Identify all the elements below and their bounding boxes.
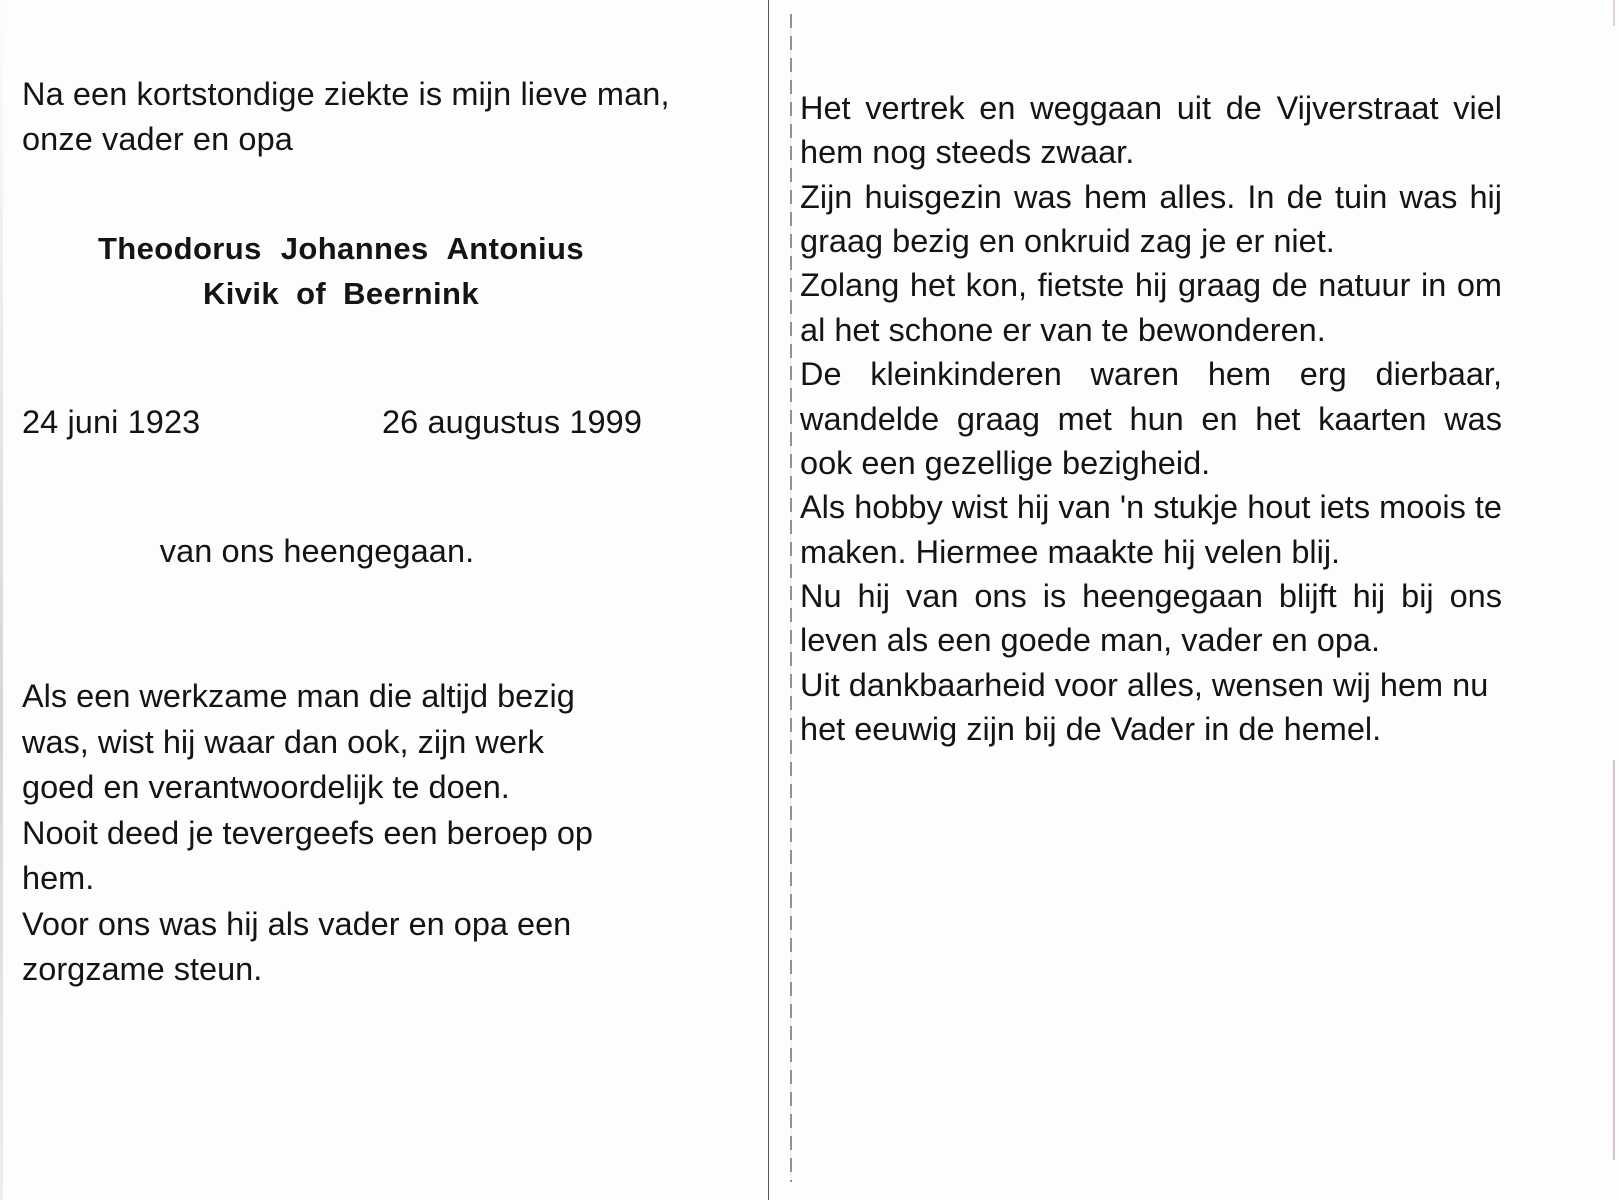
intro-text: Na een kortstondige ziekte is mijn lieve man, onze vader en opa <box>22 76 670 157</box>
memorial-paragraph: Zijn huisgezin was hem alles. In de tuin was hij graag bezig en onkruid zag je er niet. <box>800 178 1502 260</box>
body-line: goed en verantwoordelijk te doen. <box>22 769 510 806</box>
deceased-name <box>22 226 702 317</box>
memorial-paragraph: Als hobby wist hij van 'n stukje hout iets moois te maken. Hiermee maakte hij velen blij. <box>800 489 1502 570</box>
right-body-text <box>800 86 1502 751</box>
body-line: Nooit deed je tevergeefs een beroep op <box>22 814 593 851</box>
memorial-paragraph: Het vertrek en weggaan uit de Vijverstraat viel hem nog steeds zwaar. <box>800 90 1502 171</box>
date-of-death: 26 augustus 1999 <box>382 404 643 441</box>
body-line: Voor ons was hij als vader en opa een <box>22 905 572 942</box>
page-fold-line <box>768 0 769 1200</box>
deceased-name-line-1: Theodorus Johannes Antonius <box>97 230 585 266</box>
memorial-paragraph: Uit dankbaarheid voor alles, wensen wij hem nu het eeuwig zijn bij de Vader in de hemel. <box>800 666 1489 748</box>
memorial-paragraph: Nu hij van ons is heengegaan blijft hij bij ons leven als een goede man, vader en opa. <box>800 577 1502 659</box>
deceased-name-line-2: Kivik of Beernink <box>202 275 480 311</box>
body-line: Als een werkzame man die altijd bezig <box>22 678 575 715</box>
body-line: zorgzame steun. <box>22 951 263 988</box>
scan-edge-artifact-top-right <box>1613 0 1615 26</box>
memorial-paragraph: Zolang het kon, fietste hij graag de natuur in om al het schone er van te bewonderen. <box>800 267 1502 348</box>
body-line: was, wist hij waar dan ook, zijn werk <box>22 723 544 760</box>
scan-edge-artifact-right <box>1613 760 1615 1160</box>
passing-text: van ons heengegaan. <box>159 533 475 570</box>
left-page <box>0 0 760 1200</box>
right-page <box>792 0 1612 1200</box>
left-body-text <box>22 674 702 993</box>
body-line: hem. <box>22 860 95 897</box>
life-dates <box>22 404 702 441</box>
date-of-birth: 24 juni 1923 <box>22 404 201 441</box>
memorial-paragraph: De kleinkinderen waren hem erg dierbaar, wandelde graag met hun en het kaarten was ook een gezellige bezigheid. <box>800 356 1502 481</box>
